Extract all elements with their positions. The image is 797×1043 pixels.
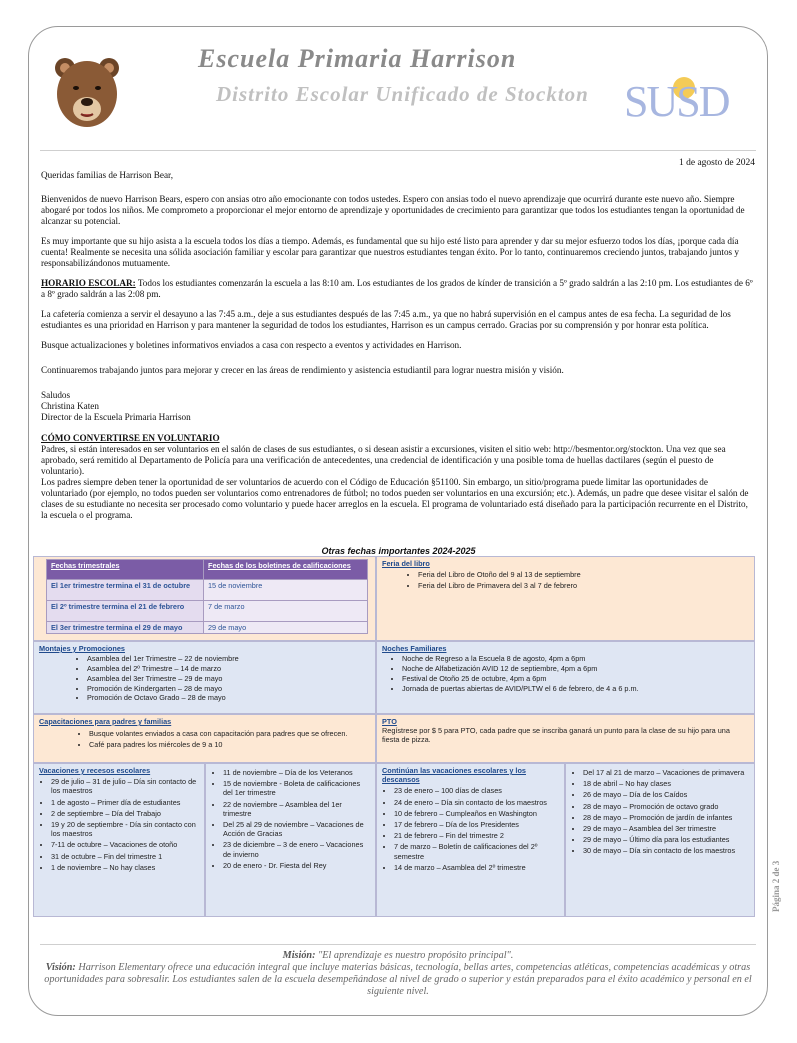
footer-divider [40,944,756,945]
paragraph-attendance: Es muy importante que su hijo asista a la escuela todos los días a tiempo. Además, es fundamental que su hijo esté listo para aprender y dar su mejor esfuerzo todos los días, ¡porque cada día cuenta! Realmente se necesita una sólida asociación familiar y escolar para garantizar que nuestros estudiantes tengan éxito. Por lo tanto, continuaremos creciendo juntos, trabajando juntos y responsabilizándonos mutuamente. [41,236,740,268]
list-item: • Promoción de Octavo Grado – 28 de mayo [87,693,370,702]
list-item: • 1 de noviembre – No hay clases [51,863,199,872]
paragraph-updates: Busque actualizaciones y boletines informativos enviados a casa con respecto a eventos y actividades en Harrison. [41,340,462,350]
list-item: • 29 de mayo – Último día para los estudiantes [583,835,749,844]
pto-heading: PTO [382,717,397,726]
list-item: • 18 de abril – No hay clases [583,779,749,788]
paragraph-cafeteria: La cafetería comienza a servir el desayuno a las 7:45 a.m., deje a sus estudiantes después de las 7:45 a.m., ya que no habrá supervisión en el campus antes de esa fecha. La seguridad de los estudiantes es una prioridad en Harrison y para mantener la seguridad de todos los estudiantes, Harrison es un campus cerrado. Gracias por su comprensión y por honrar esta política. [41,309,731,330]
vision-text: Harrison Elementary ofrece una educación integral que incluye materias básicas, tecnología, bellas artes, competencias atléticas, competencias académicas y otras oportunidades para sobresalir. Los estudiantes salen de la escuela desempeñándose al nivel de grado o superior y están preparados para el éxito académico y personal en el siguiente nivel. [44,962,752,997]
susd-logo [622,66,732,124]
schedule-text: Todos los estudiantes comenzarán la escuela a las 8:10 am. Los estudiantes de los grados de kínder de transición a 5º grado saldrán a las 2:10 pm. Los estudiantes de 6º a 8º grado saldrán a las 2:08 pm. [41,278,753,299]
list-item: • 22 de noviembre – Asamblea del 1er trimestre [223,800,370,818]
important-dates-grid [33,556,755,917]
training-heading: Capacitaciones para padres y familias [39,717,172,726]
list-item: • Festival de Otoño 25 de octubre, 4pm a 6pm [402,674,749,683]
list-item: • Noche de Regreso a la Escuela 8 de agosto, 4pm a 6pm [402,654,749,663]
volunteer-paragraph-2: Los padres siempre deben tener la oportunidad de ser voluntarios de acuerdo con el Código de Educación §51100. Sin embargo, un sitio/programa puede limitar las oportunidades de voluntariado (por ejemplo, no todos pueden ser voluntarios como entrenadores de fútbol; no todos pueden ser voluntarios en una excursión; etc.). Además, un padre que desee visitar el salón de clases de su estudiante no necesita ser procesado como voluntario y puede hacer arreglos en la escuela. El programa de voluntariado está diseñado para la participación recurrente en el Distrito, la escuela o el programa. [41,477,749,520]
volunteer-heading: CÓMO CONVERTIRSE EN VOLUNTARIO [41,433,220,443]
list-item: • Del 25 al 29 de noviembre – Vacaciones de Acción de Gracias [223,820,370,838]
header-divider [40,150,756,151]
signature-block [41,390,755,423]
list-item: • Promoción de Kindergarten – 28 de mayo [87,684,370,693]
letter-date: 1 de agosto de 2024 [679,158,755,168]
trimester-label: El 3er trimestre termina el 29 de mayo [47,622,204,634]
mission-vision-statement [40,950,756,998]
volunteer-paragraph-1: Padres, si están interesados en ser voluntarios en el salón de clases de sus estudiantes, o si desean asistir a excursiones, visiten el sitio web: http://besmentor.org/stockton. Una vez que sea aprobado, será remitido al Departamento de Policía para una verificación de antecedentes, una credencial de identificación y una posible toma de huellas dactilares (según el puesto de voluntario). [41,444,726,476]
list-item: • 14 de marzo – Asamblea del 2º trimestre [394,863,559,872]
list-item: • Feria del Libro de Otoño del 9 al 13 de septiembre [418,570,749,579]
training-cell [33,714,376,763]
trimester-col-header: Fechas trimestrales [47,560,204,580]
vacations-cell-b [205,763,376,917]
list-item: • 23 de diciembre – 3 de enero – Vacaciones de invierno [223,840,370,858]
closing: Saludos [41,390,71,400]
volunteer-section [41,433,755,521]
report-card-col-header: Fechas de los boletines de calificaciones [204,560,368,580]
list-item: • 29 de julio – 31 de julio – Día sin contacto de los maestros [51,777,199,795]
schedule-label: HORARIO ESCOLAR: [41,278,136,288]
pto-text: Regístrese por $ 5 para PTO, cada padre que se inscriba ganará un punto para la clase de su hijo para una fiesta de pizza. [382,726,730,745]
book-fair-cell [376,556,755,641]
paragraph-continue: Continuaremos trabajando juntos para mejorar y crecer en las áreas de rendimiento y asistencia estudiantil para lograr nuestra misión y visión. [41,365,564,375]
trimester-value: 15 de noviembre [204,580,368,601]
list-item: • 10 de febrero – Cumpleaños en Washington [394,809,559,818]
susd-logo-text: SUSD [624,77,729,124]
trimester-label: El 1er trimestre termina el 31 de octubre [47,580,204,601]
list-item: • 28 de mayo – Promoción de jardín de infantes [583,813,749,822]
district-name: Distrito Escolar Unificado de Stockton [216,82,589,106]
list-item: • Del 17 al 21 de marzo – Vacaciones de primavera [583,768,749,777]
list-item: • Asamblea del 3er Trimestre – 29 de mayo [87,674,370,683]
table-row [47,601,368,622]
list-item: • 21 de febrero – Fin del trimestre 2 [394,831,559,840]
mission-label: Misión: [282,950,316,961]
list-item: • 30 de mayo – Día sin contacto de los maestros [583,846,749,855]
trimester-cell [33,556,376,641]
bear-mascot-logo [52,54,122,130]
continuing-heading: Continúan las vacaciones escolares y los descansos [382,766,526,785]
mission-text: "El aprendizaje es nuestro propósito principal". [315,950,514,961]
list-item: • 11 de noviembre – Día de los Veteranos [223,768,370,777]
list-item: • 26 de mayo – Día de los Caídos [583,790,749,799]
letter-body [41,168,755,521]
family-nights-heading: Noches Familiares [382,644,447,653]
school-name: Escuela Primaria Harrison [198,44,517,73]
important-dates-title: Otras fechas importantes 2024-2025 [321,546,476,556]
list-item: • Asamblea del 2º Trimestre – 14 de marzo [87,664,370,673]
paragraph-welcome: Bienvenidos de nuevo Harrison Bears, espero con ansias otro año emocionante con todos ustedes. Espero con ansias todo el nuevo aprendizaje que ocurrirá durante este nuevo año. Siempre abogaré por todos los niños. Me comprometo a proporcionar el mejor entorno de aprendizaje y oportunidades de crecimiento para garantizar que todos los estudiantes tengan la oportunidad de alcanzar su potencial. [41,194,745,226]
list-item: • 19 y 20 de septiembre - Día sin contacto con los maestros [51,820,199,838]
list-item: • 7 de marzo – Boletín de calificaciones del 2º semestre [394,842,559,860]
list-item: • 7-11 de octubre – Vacaciones de otoño [51,840,199,849]
paragraph-schedule [41,278,755,300]
list-item: • 28 de mayo – Promoción de octavo grado [583,802,749,811]
trimester-label: El 2º trimestre termina el 21 de febrero [47,601,204,622]
trimester-table [46,559,368,634]
list-item: • 20 de enero - Dr. Fiesta del Rey [223,861,370,870]
list-item: • 31 de octubre – Fin del trimestre 1 [51,852,199,861]
pto-cell [376,714,755,763]
family-nights-cell [376,641,755,714]
table-row [47,580,368,601]
list-item: • Noche de Alfabetización AVID 12 de septiembre, 4pm a 6pm [402,664,749,673]
list-item: • 29 de mayo – Asamblea del 3er trimestre [583,824,749,833]
list-item: • Jornada de puertas abiertas de AVID/PLTW el 6 de febrero, de 4 a 6 p.m. [402,684,749,693]
vacations-cell-a [33,763,205,917]
list-item: • Café para padres los miércoles de 9 a 10 [89,740,360,749]
trimester-value: 7 de marzo [204,601,368,622]
continuing-cell-a [376,763,565,917]
page-number: Página 2 de 3 [771,860,781,912]
list-item: • 2 de septiembre – Día del Trabajo [51,809,199,818]
list-item: • 1 de agosto – Primer día de estudiantes [51,798,199,807]
assemblies-heading: Montajes y Promociones [39,644,125,653]
book-fair-heading: Feria del libro [382,559,430,568]
list-item: • 15 de noviembre - Boleta de calificaciones del 1er trimestre [223,779,370,797]
signer-title: Director de la Escuela Primaria Harrison [41,412,191,422]
vision-label: Visión: [45,962,76,973]
assemblies-cell [33,641,376,714]
list-item: • 23 de enero – 100 días de clases [394,786,559,795]
signer-name: Christina Katen [41,401,99,411]
trimester-value: 29 de mayo [204,622,368,634]
list-item: • 17 de febrero – Día de los Presidentes [394,820,559,829]
list-item: • Busque volantes enviados a casa con capacitación para padres que se ofrecen. [89,729,360,738]
greeting: Queridas familias de Harrison Bear, [41,170,174,180]
list-item: • Asamblea del 1er Trimestre – 22 de noviembre [87,654,370,663]
table-row [47,622,368,634]
vacations-heading: Vacaciones y recesos escolares [39,766,151,775]
list-item: • Feria del Libro de Primavera del 3 al 7 de febrero [418,581,749,590]
continuing-cell-b [565,763,755,917]
list-item: • 24 de enero – Día sin contacto de los maestros [394,798,559,807]
